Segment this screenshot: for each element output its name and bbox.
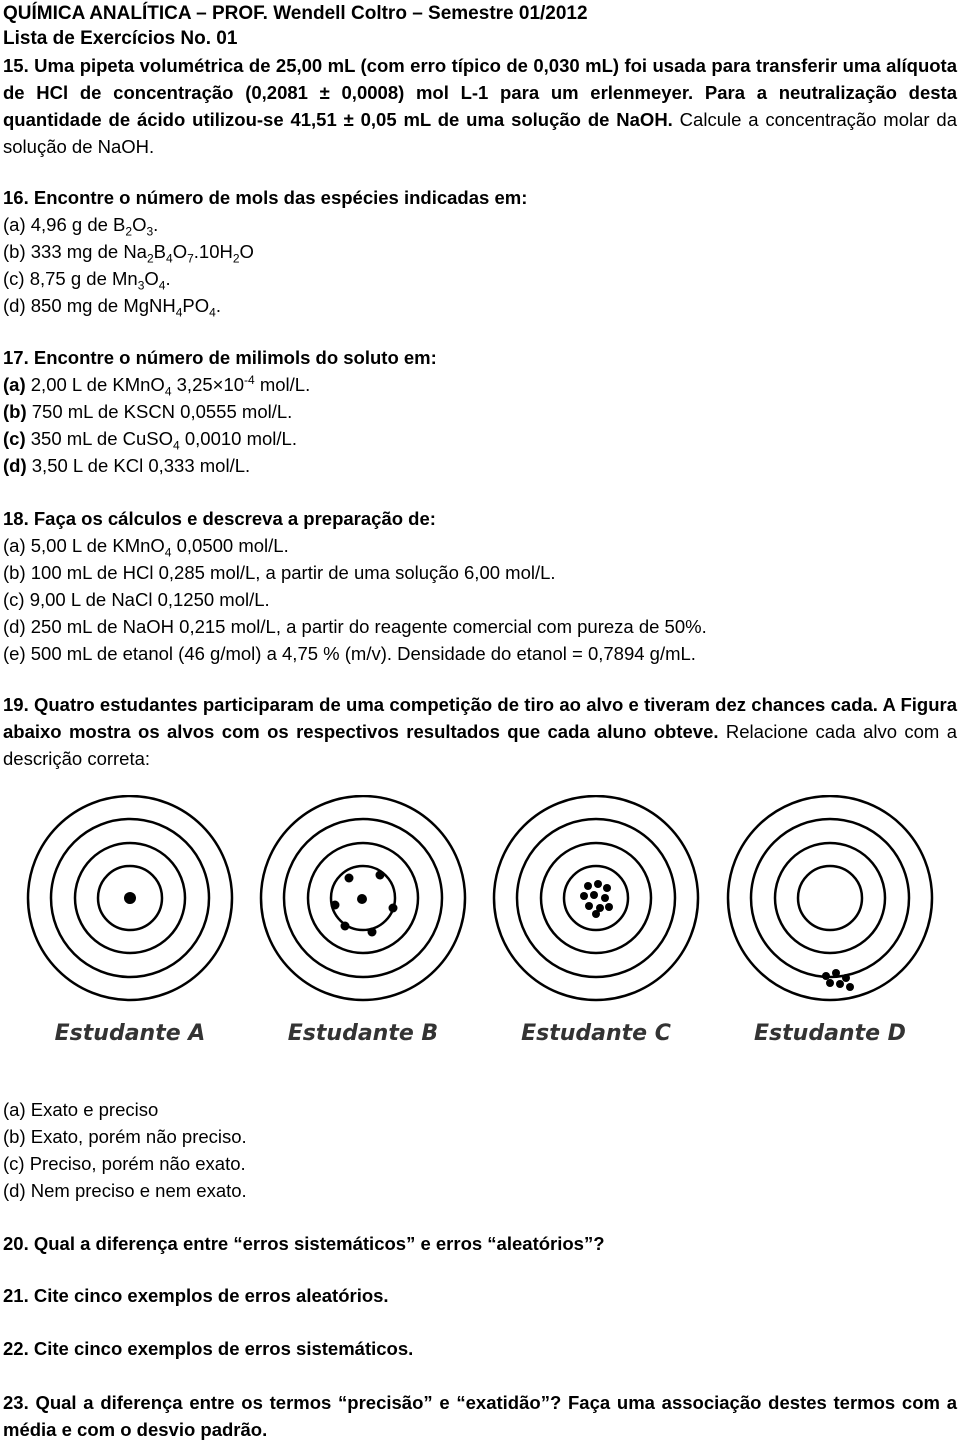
question-17-item-c: (c) 350 mL de CuSO$_4$ 0,0010 mol/L. bbox=[3, 428, 297, 453]
label-estudante-b: Estudante B bbox=[287, 1021, 439, 1046]
question-22: 22. Cite cinco exemplos de erros sistemáticos. bbox=[3, 1338, 414, 1359]
question-16-title: 16. Encontre o número de mols das espécies indicadas em: bbox=[3, 187, 528, 208]
question-18-item-a: (a) 5,00 L de KMnO$_4$ 0,0500 mol/L. bbox=[3, 535, 289, 560]
question-17-item-a: (a) 2,00 L de KMnO$_4$ $3,25\times 10^{-4}$ mol/L. bbox=[3, 372, 311, 399]
question-16-item-c: (c) 8,75 g de $Mn_3O_4$. bbox=[3, 268, 171, 293]
target-estudante-a bbox=[28, 796, 232, 1000]
question-19-statement: 19. Quatro estudantes participaram de uma competição de tiro ao alvo e tiveram dez chances cada. A Figura abaixo mostra os alvos com os respectivos resultados que cada aluno obteve. bbox=[3, 694, 957, 742]
question-17-title: 17. Encontre o número de milimols do soluto em: bbox=[3, 347, 437, 368]
question-21: 21. Cite cinco exemplos de erros aleatórios. bbox=[3, 1285, 389, 1306]
question-19-option-b: (b) Exato, porém não preciso. bbox=[3, 1126, 247, 1147]
question-15-statement: 15. Uma pipeta volumétrica de 25,00 mL (com erro típico de 0,030 mL) foi usada para transferir uma alíquota de HCl de concentração (0,2081 ± 0,0008) mol L-1 para um erlenmeyer. Para a neutralização desta quantidade de ácido utilizou-se 41,51 ± 0,05 mL de uma solução de NaOH. bbox=[3, 55, 957, 130]
question-19-option-d: (d) Nem preciso e nem exato. bbox=[3, 1180, 247, 1201]
question-18-item-d: (d) 250 mL de NaOH 0,215 mol/L, a partir do reagente comercial com pureza de 50%. bbox=[3, 616, 707, 637]
question-15-task: Calcule a concentração molar da solução de NaOH. bbox=[3, 109, 957, 157]
question-18-item-e: (e) 500 mL de etanol (46 g/mol) a 4,75 % (m/v). Densidade do etanol = 0,7894 g/mL. bbox=[3, 643, 696, 664]
question-16-item-b: (b) 333 mg de $Na_2B_4O_7.10H_2O$ bbox=[3, 241, 254, 266]
question-19-option-a: (a) Exato e preciso bbox=[3, 1099, 159, 1120]
page-subtitle: Lista de Exercícios No. 01 bbox=[3, 28, 238, 49]
page-title: QUÍMICA ANALÍTICA – PROF. Wendell Coltro – Semestre 01/2012 bbox=[3, 3, 588, 24]
question-17-item-d: (d) 3,50 L de KCl 0,333 mol/L. bbox=[3, 455, 251, 476]
question-18-item-b: (b) 100 mL de HCl 0,285 mol/L, a partir de uma solução 6,00 mol/L. bbox=[3, 562, 556, 583]
question-17-item-b: (b) 750 mL de KSCN 0,0555 mol/L. bbox=[3, 401, 293, 422]
question-16-item-a: (a) 4,96 g de $B_2O_3$. bbox=[3, 214, 159, 239]
question-16-item-d: (d) 850 mg de $MgNH_4PO_4$. bbox=[3, 295, 221, 320]
label-estudante-c: Estudante C bbox=[521, 1021, 671, 1046]
target-estudante-b bbox=[261, 796, 465, 1000]
question-18-title: 18. Faça os cálculos e descreva a preparação de: bbox=[3, 508, 436, 529]
targets-figure bbox=[0, 795, 960, 1055]
question-15 bbox=[3, 52, 957, 160]
question-19-task: Relacione cada alvo com a descrição correta: bbox=[3, 721, 957, 769]
question-18-item-c: (c) 9,00 L de NaCl 0,1250 mol/L. bbox=[3, 589, 270, 610]
question-20: 20. Qual a diferença entre “erros sistemáticos” e erros “aleatórios”? bbox=[3, 1233, 605, 1254]
label-estudante-a: Estudante A bbox=[54, 1021, 206, 1046]
target-estudante-d bbox=[728, 796, 932, 1000]
label-estudante-d: Estudante D bbox=[754, 1021, 906, 1046]
question-23: 23. Qual a diferença entre os termos “precisão” e “exatidão”? Faça uma associação destes termos com a média e com o desvio padrão. bbox=[3, 1392, 957, 1440]
target-estudante-c bbox=[494, 796, 698, 1000]
question-19 bbox=[3, 691, 957, 772]
question-19-option-c: (c) Preciso, porém não exato. bbox=[3, 1153, 246, 1174]
